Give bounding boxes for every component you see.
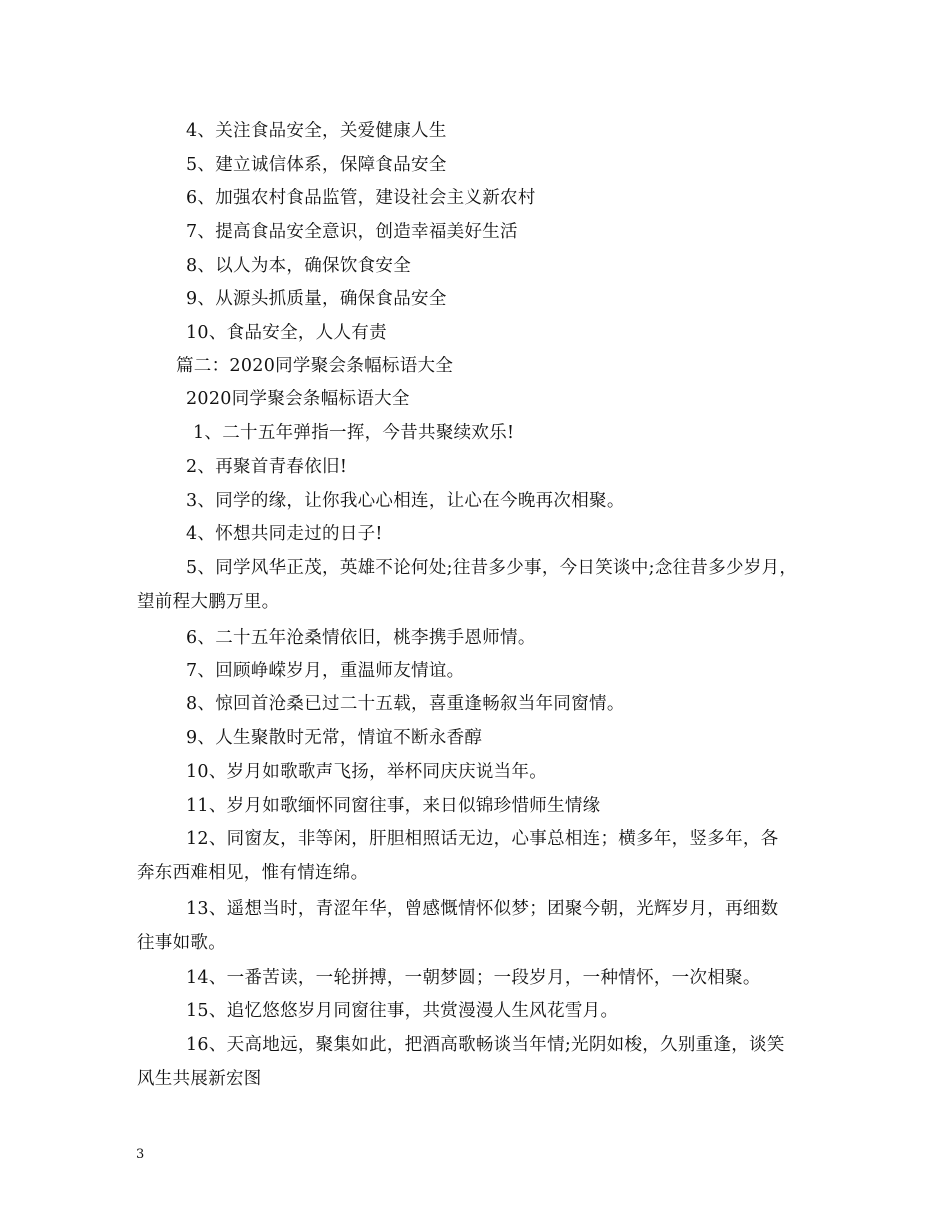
text-line-continuation: 风生共展新宏图 (137, 1069, 262, 1089)
text-line-continuation: 奔东西难相见，惟有情连绵。 (137, 863, 369, 883)
text-line-continuation: 往事如歌。 (137, 933, 226, 953)
text-line: 4、关注食品安全，关爱健康人生 (186, 121, 447, 141)
text-line: 7、提高食品安全意识，创造幸福美好生活 (186, 222, 518, 242)
text-line: 8、以人为本，确保饮食安全 (186, 256, 412, 276)
text-line: 13、遥想当时，青涩年华，曾感慨情怀似梦；团聚今朝，光辉岁月，再细数 (186, 899, 779, 919)
text-line: 10、岁月如歌歌声飞扬，举杯同庆庆说当年。 (186, 762, 548, 782)
text-line: 8、惊回首沧桑已过二十五载，喜重逢畅叙当年同窗情。 (186, 694, 625, 714)
text-line: 7、回顾峥嵘岁月，重温师友情谊。 (186, 661, 465, 681)
text-line: 15、追忆悠悠岁月同窗往事，共赏漫漫人生风花雪月。 (186, 1001, 619, 1021)
text-line: 10、食品安全，人人有责 (186, 323, 387, 343)
text-line: 11、岁月如歌缅怀同窗往事，来日似锦珍惜师生情缘 (186, 796, 601, 816)
text-line: 9、从源头抓质量，确保食品安全 (186, 289, 447, 309)
text-line: 1、二十五年弹指一挥，今昔共聚续欢乐! (193, 423, 515, 443)
text-line: 6、二十五年沧桑情依旧，桃李携手恩师情。 (186, 628, 536, 648)
section-heading: 篇二：2020同学聚会条幅标语大全 (176, 356, 454, 376)
text-line: 9、人生聚散时无常，情谊不断永香醇 (186, 728, 483, 748)
text-line: 6、加强农村食品监管，建设社会主义新农村 (186, 188, 536, 208)
section-title: 2020同学聚会条幅标语大全 (186, 389, 410, 409)
text-line: 16、天高地远，聚集如此，把酒高歌畅谈当年情;光阴如梭，久别重逢，谈笑 (186, 1035, 785, 1055)
text-line: 3、同学的缘，让你我心心相连，让心在今晚再次相聚。 (186, 491, 625, 511)
text-line: 2、再聚首青春依旧! (186, 457, 348, 477)
text-line: 5、同学风华正茂，英雄不论何处;往昔多少事，今日笑谈中;念往昔多少岁月， (186, 558, 798, 578)
text-line: 12、同窗友，非等闲，肝胆相照话无边，心事总相连；横多年，竖多年，各 (186, 829, 779, 849)
text-line: 4、怀想共同走过的日子! (186, 524, 383, 544)
text-line: 5、建立诚信体系，保障食品安全 (186, 155, 447, 175)
text-line: 14、一番苦读，一轮拼搏，一朝梦圆；一段岁月，一种情怀，一次相聚。 (186, 968, 761, 988)
text-line-continuation: 望前程大鹏万里。 (137, 592, 280, 612)
page-number: 3 (136, 1147, 145, 1162)
